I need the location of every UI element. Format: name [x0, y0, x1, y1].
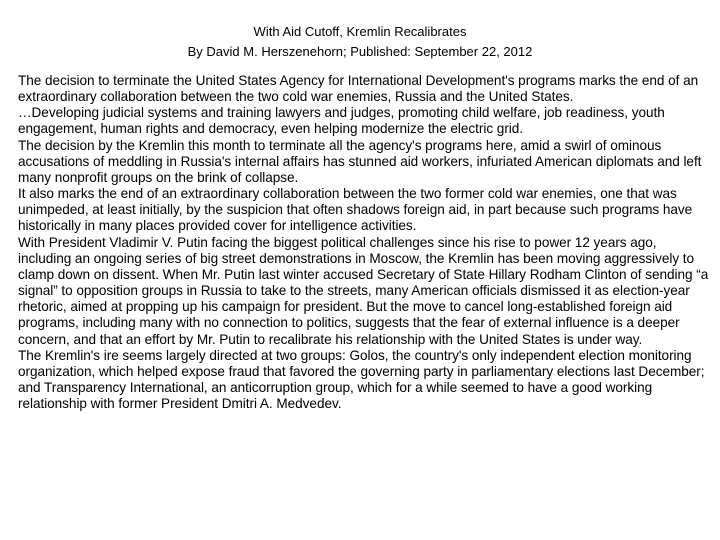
article-header [0, 22, 720, 62]
paragraph: It also marks the end of an extraordinary collaboration between the two former cold war enemies, one that was unimpeded, at least initially, by the suspicion that often shadows foreign aid, in part because such programs have historically in many places provided cover for intelligence activities. [18, 186, 693, 234]
article-byline: By David M. Herszenehorn; Published: September 22, 2012 [187, 44, 533, 59]
article-body [18, 73, 710, 412]
paragraph: With President Vladimir V. Putin facing the biggest political challenges since his rise to power 12 years ago, including an ongoing series of big street demonstrations in Moscow, the Kremlin has been moving aggressively to clamp down on dissent. When Mr. Putin last winter accused Secretary of State Hillary Rodham Clinton of sending “a signal” to opposition groups in Russia to take to the streets, many American officials dismissed it as election-year rhetoric, aimed at propping up his campaign for president. But the move to cancel long-established foreign aid programs, including many with no connection to politics, suggests that the fear of external influence is a deeper concern, and that an effort by Mr. Putin to recalibrate his relationship with the United States is under way. [18, 234, 709, 347]
paragraph: …Developing judicial systems and training lawyers and judges, promoting child welfare, job readiness, youth engagement, human rights and democracy, even helping modernize the electric grid. [18, 105, 665, 137]
article-title: With Aid Cutoff, Kremlin Recalibrates [253, 24, 467, 39]
paragraph: The Kremlin's ire seems largely directed at two groups: Golos, the country's only independent election monitoring organization, which helped expose fraud that favored the governing party in parliamentary elections last December; and Transparency International, an anticorruption group, which for a while seemed to have a good working relationship with former President Dmitri A. Medvedev. [18, 347, 705, 412]
paragraph: The decision to terminate the United States Agency for International Development's programs marks the end of an extraordinary collaboration between the two cold war enemies, Russia and the United States. [18, 73, 699, 105]
paragraph: The decision by the Kremlin this month to terminate all the agency's programs here, amid a swirl of ominous accusations of meddling in Russia's internal affairs has stunned aid workers, infuriated American diplomats and left many nonprofit groups on the brink of collapse. [18, 137, 702, 185]
